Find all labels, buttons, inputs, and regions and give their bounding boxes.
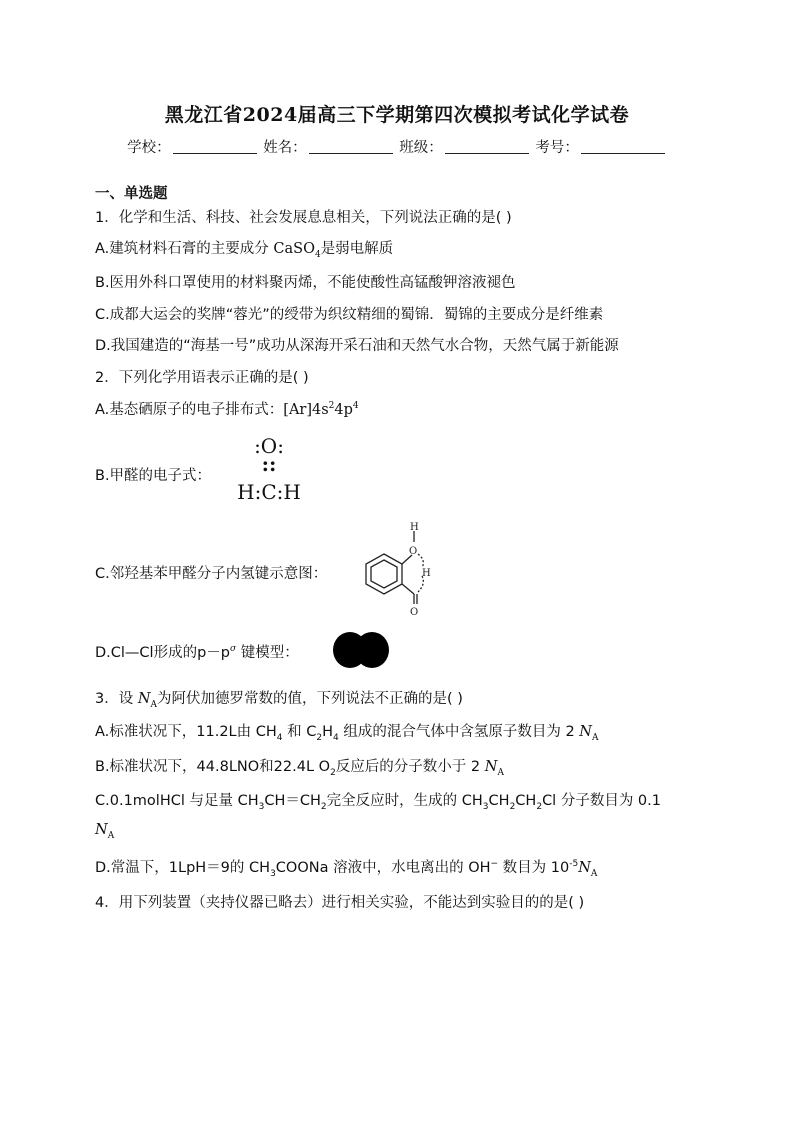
- q2-option-b-label: B.甲醛的电子式：: [95, 468, 212, 484]
- q3-option-c: C.0.1molHCl 与足量 $CH_3CH=CH_2$完全反应时，生成的 $CH_3CH_2CH_2Cl$ 分子数目为 0.1: [95, 793, 661, 812]
- exam-title: 黑龙江省2024届高三下学期第四次模拟考试化学试卷: [164, 104, 630, 126]
- name-blank[interactable]: [309, 139, 393, 154]
- q3-option-a: A.标准状况下，11.2L由 $CH_4$ 和 $C_2H_4$ 组成的混合气体中含氢原子数目为 2 $N_A$: [95, 724, 599, 743]
- number-blank[interactable]: [581, 139, 665, 154]
- name-label: 姓名：: [263, 140, 307, 156]
- hydroxyl-o-label: O: [409, 546, 418, 557]
- q1-option-a: A.建筑材料石膏的主要成分 CaSO$_4$是弱电解质: [95, 241, 394, 260]
- q3-option-c-continuation: $N_A$: [95, 822, 115, 841]
- q2-option-d: D.Cl—Cl形成的$p-p^\sigma$ 键模型：: [95, 644, 299, 661]
- ed-oxygen-row: :O:: [254, 434, 284, 458]
- q2-stem: 2．下列化学用语表示正确的是( ): [95, 370, 309, 386]
- school-label: 学校：: [127, 140, 171, 156]
- q3-option-b: B.标准状况下，44.8LNO和22.4L $O_2$反应后的分子数小于 2 $N_A$: [95, 759, 504, 778]
- school-blank[interactable]: [173, 139, 257, 154]
- section-heading: 一、单选题: [95, 186, 168, 202]
- hydroxyl-h-label: H: [410, 522, 419, 533]
- ed-carbon-row: H:C:H: [237, 480, 301, 504]
- ed-double-bond-row: ::: [261, 452, 277, 476]
- student-info-line: [0, 136, 794, 157]
- salicylaldehyde-hbond-diagram: [352, 520, 442, 620]
- q2-option-c-label: C.邻羟基苯甲醛分子内氢键示意图：: [95, 566, 328, 582]
- q1-option-d: D.我国建造的“海基一号”成功从深海开采石油和天然气水合物，天然气属于新能源: [95, 338, 619, 354]
- class-blank[interactable]: [445, 139, 529, 154]
- q1-option-b: B.医用外科口罩使用的材料聚丙烯，不能使酸性高锰酸钾溶液褪色: [95, 275, 516, 291]
- class-label: 班级：: [399, 140, 443, 156]
- p-p-sigma-orbital-model: [330, 630, 392, 670]
- q3-option-d: D.常温下，1LpH＝9的 $CH_3COONa$ 溶液中，水电离出的 OH− 数目为 $10^{-5}N_A$: [95, 859, 598, 879]
- q3-stem: 3．设 $N_A$为阿伏加德罗常数的值，下列说法不正确的是( ): [95, 691, 463, 710]
- formaldehyde-electron-dot-structure: [224, 432, 314, 512]
- benzene-inner-ring: [371, 560, 397, 588]
- q1-stem: 1．化学和生活、科技、社会发展息息相关，下列说法正确的是( ): [95, 210, 512, 226]
- q4-stem: 4．用下列装置（夹持仪器已略去）进行相关实验，不能达到实验目的的是( ): [95, 895, 585, 911]
- number-label: 考号：: [535, 140, 579, 156]
- carbonyl-o-label: O: [410, 607, 419, 618]
- hbond-h-label: H: [422, 568, 431, 579]
- orbital-lobe-right: [355, 632, 389, 668]
- q1-option-c: C.成都大运会的奖牌“蓉光”的绶带为织纹精细的蜀锦．蜀锦的主要成分是纤维素: [95, 307, 604, 323]
- q2-option-a: A.基态硒原子的电子排布式：$[Ar]4s^24p^4$: [95, 401, 359, 418]
